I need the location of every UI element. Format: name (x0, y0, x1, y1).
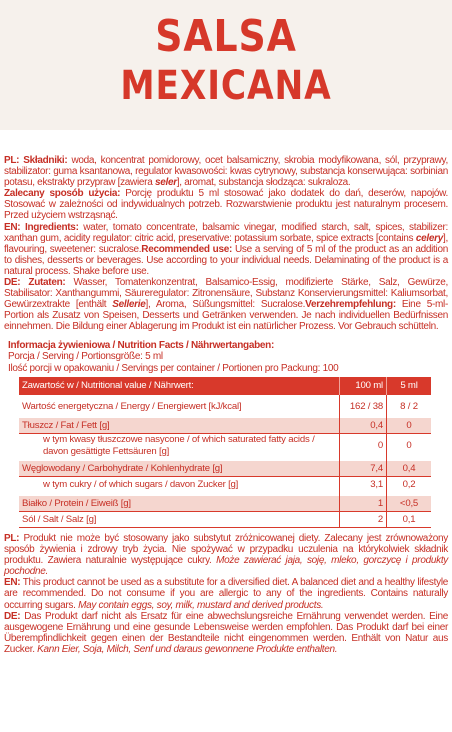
ingredients-en (4, 222, 448, 277)
ingredients-pl (4, 155, 448, 222)
nutrition-portion: Porcja / Serving / Portionsgröße: 5 ml (8, 351, 163, 362)
row-energy-label: Wartość energetyczna / Energy / Energiewert [kJ/kcal] (22, 400, 242, 412)
row-saturated-v1: 0 (340, 434, 387, 458)
row-carbs-label: Węglowodany / Carbohydrate / Kohlenhydrate [g] (19, 461, 340, 477)
ingredients-de-text1: Wasser, Tomatenkonzentrat, Balsamico-Essig, modifizierte Stärke, Salz, Gewürze, Stabilisator: Xanthangummi, Säureregulator: Zitronensäure, Substanz Konservierungsmittel: Kaliumsorbat, Gewürzextrakte [enthält (4, 277, 448, 311)
nutrition-per-container: Ilość porcji w opakowaniu / Servings per container / Portionen pro Packung: 100 (8, 362, 339, 374)
disclaimer-pl-label: PL: (4, 533, 20, 544)
row-salt-v2: 0,1 (387, 512, 432, 528)
ingredients-en-allergen: celery (415, 232, 444, 244)
disclaimer-en-note: May contain eggs, soy, milk, mustard and derived products. (78, 599, 324, 611)
table-row (19, 434, 431, 458)
row-saturated-v2: 0 (387, 434, 432, 458)
ingredients-de-text2: ], Aroma, Süßungsmittel: Sucralose. (145, 299, 306, 311)
usage-en-text: Use a serving of 5 ml of the product as an addition to dishes, desserts or beverages. Use according to your individual needs. Delaminating of the product is a natural process. Shake before use. (4, 243, 448, 277)
row-saturated-label: w tym kwasy tłuszczowe nasycone / of which saturated fatty acids / davon gesättigte Fettsäuren [g] (19, 434, 340, 458)
usage-en-label: Recommended use: (141, 243, 232, 255)
disclaimer-en (4, 577, 448, 610)
header-col1: 100 ml (340, 377, 387, 395)
row-carbs-v2: 0,4 (387, 461, 432, 477)
row-protein-v2: <0,5 (387, 496, 432, 512)
disclaimer-section (4, 533, 448, 655)
table-row (19, 418, 431, 434)
disclaimer-de-label: DE: (4, 610, 21, 622)
nutrition-heading: Informacja żywieniowa / Nutrition Facts / Nährwertangaben: (8, 339, 274, 351)
disclaimer-en-text: This product cannot be used as a substitute for a diversified diet. A balanced diet and a healthy lifestyle are recommended. Do not consume if you are allergic to any of the ingredients. Contains naturally occurring sugars. (4, 577, 448, 611)
row-salt-label: Sól / Salt / Salz [g] (19, 512, 340, 528)
row-energy-v1: 162 / 38 (340, 399, 387, 414)
table-row (19, 477, 431, 493)
nutrition-section (8, 340, 447, 529)
row-fat-v2: 0 (387, 418, 432, 434)
usage-de-text: Eine 5-ml-Portion als Zusatz von Speisen, Desserts und Getränken verwenden. Je nach individuellen Bedürfnissen einnehmen. Die Bildung einer Ablagerung im Produkt ist ein natürlicher Prozess. Vor Gebrauch schütteln. (4, 299, 448, 333)
nutrition-table-header (19, 377, 431, 395)
usage-pl-text: Porcję produktu 5 ml stosować jako dodatek do dań, deserów, napojów. Stosować w zależności od indywidualnych potrzeb. Rozwarstwienie produktu jest naturalnym procesem. Przed użyciem wstrząsnąć. (4, 188, 448, 222)
row-carbs-v1: 7,4 (340, 461, 387, 477)
disclaimer-en-label: EN: (4, 577, 21, 589)
usage-pl-label: Zalecany sposób użycia: (4, 188, 121, 200)
row-sugars-v2: 0,2 (387, 477, 432, 493)
header-label: Zawartość w / Nutritional value / Nährwert: (19, 377, 340, 395)
disclaimer-pl-note: Może zawierać jaja, soję, mleko, gorczycę i produkty pochodne. (4, 555, 448, 578)
row-protein-label: Białko / Protein / Eiweiß [g] (19, 496, 340, 512)
label-content (4, 155, 448, 655)
ingredients-en-label: EN: Ingredients: (4, 221, 79, 233)
row-fat-v1: 0,4 (340, 418, 387, 434)
ingredients-en-text2: ], flavouring, sweetener: sucralose. (4, 232, 448, 255)
row-protein-v1: 1 (340, 496, 387, 512)
table-row (19, 399, 431, 414)
product-title-line2: MEXICANA (120, 63, 332, 109)
ingredients-pl-text1: woda, koncentrat pomidorowy, ocet balsamiczny, skrobia modyfikowana, sól, przyprawy, stabilizator: guma ksantanowa, regulator kwasowości: kwas cytrynowy, substancja konserwująca: sorbinian potasu, ekstrakty przypraw [zawiera (4, 155, 448, 189)
row-energy-v2: 8 / 2 (387, 399, 432, 414)
disclaimer-pl (4, 533, 448, 577)
disclaimer-de-text: Das Produkt darf nicht als Ersatz für eine abwechslungsreiche Ernährung verwendet werden. Eine ausgewogene Ernährung und eine gesunde Lebensweise werden empfohlen. Das Produkt darf bei einer Überempfindlichkeit gegen einen der Bestandteile nicht eingenommen werden. Enthält von Natur aus Zucker. (4, 610, 448, 655)
ingredients-de-allergen: Sellerie (112, 299, 146, 311)
ingredients-pl-text2: ], aromat, substancja słodząca: sukraloza. (176, 177, 351, 189)
product-title-line1: SALSA (155, 11, 297, 62)
table-row (19, 496, 431, 512)
ingredients-pl-allergen: seler (154, 177, 177, 189)
disclaimer-de-note: Kann Eier, Soja, Milch, Senf und daraus gewonnene Produkte enthalten. (37, 643, 338, 655)
nutrition-table (19, 377, 431, 528)
table-row (19, 461, 431, 477)
table-row (19, 512, 431, 528)
ingredients-pl-label: PL: Składniki: (4, 155, 68, 166)
row-sugars-v1: 3,1 (340, 477, 387, 493)
row-sugars-label: w tym cukry / of which sugars / davon Zucker [g] (19, 477, 340, 493)
ingredients-de-label: DE: Zutaten: (4, 277, 66, 289)
row-fat-label: Tłuszcz / Fat / Fett [g] (19, 418, 340, 434)
row-salt-v1: 2 (340, 512, 387, 528)
disclaimer-pl-text: Produkt nie może być stosowany jako substytut zróżnicowanej diety. Zalecany jest zrównoważony sposób żywienia i zdrowy tryb życia. Nie spożywać w przypadku uczulenia na którykolwiek składnik produktu. Zawiera naturalnie występujące cukry. (4, 533, 448, 567)
ingredients-en-text1: water, tomato concentrate, balsamic vinegar, modified starch, salt, spices, stabilizer: xanthan gum, acidity regulator: citric acid, preservative: potassium sorbate, spice extracts [contains (4, 221, 448, 244)
header-col2: 5 ml (387, 377, 432, 395)
ingredients-de (4, 277, 448, 332)
disclaimer-de (4, 611, 448, 655)
usage-de-label: Verzehrempfehlung: (305, 299, 396, 311)
